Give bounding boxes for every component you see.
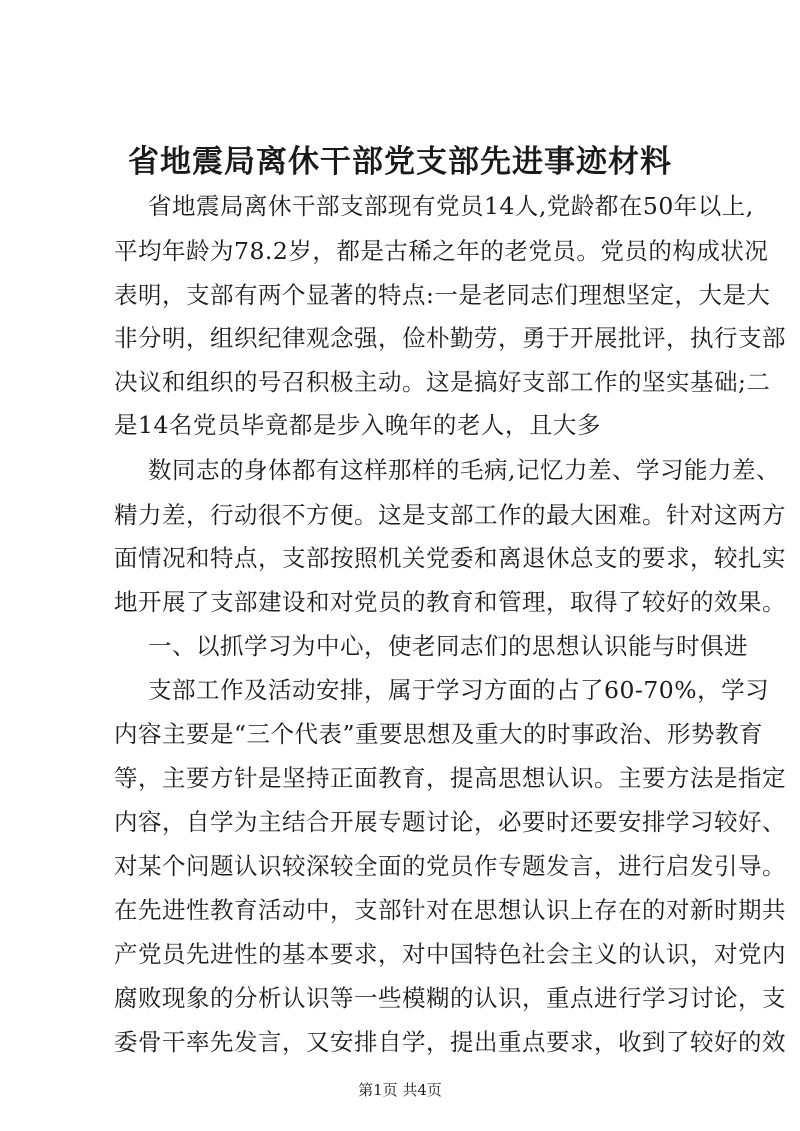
body-line: 内容，自学为主结合开展专题讨论，必要时还要安排学习较好、 xyxy=(114,808,786,836)
body-line: 对某个问题认识较深较全面的党员作专题发言，进行启发引导。 xyxy=(114,852,786,880)
body-line: 委骨干率先发言，又安排自学，提出重点要求，收到了较好的效 xyxy=(114,1028,786,1056)
body-line: 非分明，组织纪律观念强，俭朴勤劳，勇于开展批评，执行支部 xyxy=(114,324,786,352)
body-line: 平均年龄为78.2岁，都是古稀之年的老党员。党员的构成状况 xyxy=(114,237,769,265)
body-line: 是14名党员毕竟都是步入晚年的老人，且大多 xyxy=(114,411,601,439)
body-line: 产党员先进性的基本要求，对中国特色社会主义的认识，对党内 xyxy=(114,940,786,968)
body-line: 地开展了支部建设和对党员的教育和管理，取得了较好的效果。 xyxy=(114,588,786,616)
document-title: 省地震局离休干部党支部先进事迹材料 xyxy=(128,144,672,180)
body-line: 数同志的身体都有这样那样的毛病,记忆力差、学习能力差、 xyxy=(148,456,780,484)
body-line: 省地震局离休干部支部现有党员14人,党龄都在50年以上, xyxy=(148,192,754,220)
body-line: 支部工作及活动安排，属于学习方面的占了60-70%，学习 xyxy=(148,676,770,704)
page-number: 第1页 共4页 xyxy=(358,1081,442,1099)
body-line: 内容主要是“三个代表”重要思想及重大的时事政治、形势教育 xyxy=(114,720,764,748)
section-heading: 一、以抓学习为中心，使老同志们的思想认识能与时俱进 xyxy=(148,632,748,660)
body-line: 表明，支部有两个显著的特点:一是老同志们理想坚定，大是大 xyxy=(114,281,771,309)
body-line: 精力差，行动很不方便。这是支部工作的最大困难。针对这两方 xyxy=(114,501,786,529)
body-line: 决议和组织的号召积极主动。这是搞好支部工作的坚实基础;二 xyxy=(114,368,771,396)
body-line: 腐败现象的分析认识等一些模糊的认识，重点进行学习讨论，支 xyxy=(114,984,786,1012)
body-line: 面情况和特点，支部按照机关党委和离退休总支的要求，较扎实 xyxy=(114,544,786,572)
body-line: 等，主要方针是坚持正面教育，提高思想认识。主要方法是指定 xyxy=(114,764,786,792)
body-line: 在先进性教育活动中，支部针对在思想认识上存在的对新时期共 xyxy=(114,896,786,924)
